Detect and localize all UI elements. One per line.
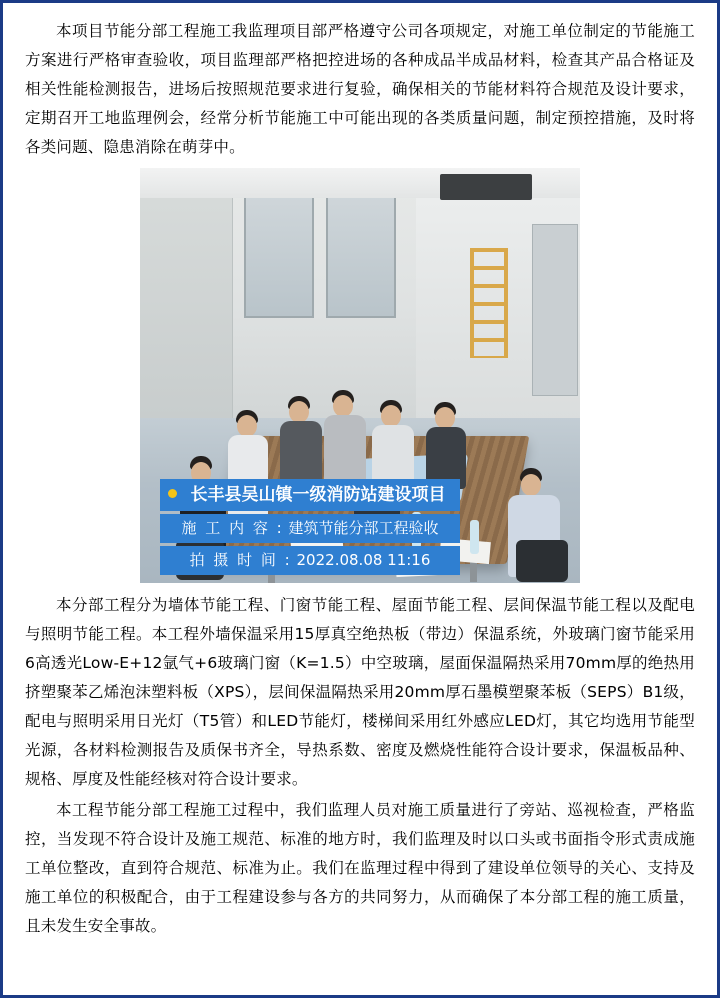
- paragraph-1: 本项目节能分部工程施工我监理项目部严格遵守公司各项规定，对施工单位制定的节能施工方案进行严格审查验收，项目监理部严格把控进场的各种成品半成品材料，检查其产品合格证及相关性能检测报告，进场后按照规范要求进行复验，确保相关的节能材料符合规范及设计要求，定期召开工地监理例会，经常分析节能施工中可能出现的各类质量问题，制定预控措施，及时将各类问题、隐患消除在萌芽中。: [25, 22, 695, 156]
- photo-content-value: 建筑节能分部工程验收: [288, 519, 439, 537]
- photo-ladder: [470, 248, 508, 358]
- photo-window-right: [326, 194, 396, 318]
- photo-project-title-text: 长丰县吴山镇一级消防站建设项目: [190, 485, 446, 505]
- photo-person-body: [324, 415, 366, 487]
- photo-water-bottle-2: [470, 520, 479, 554]
- photo-person-head: [289, 401, 309, 423]
- photo-container: [25, 168, 695, 587]
- photo-time-line: [160, 546, 460, 575]
- document-body: [3, 3, 717, 995]
- paragraph-3: 本工程节能分部工程施工过程中，我们监理人员对施工质量进行了旁站、巡视检查，严格监控，当发现不符合设计及施工规范、标准的地方时，我们监理及时以口头或书面指令形式责成施工单位整改，直到符合规范、标准为止。我们在监理过程中得到了建设单位领导的关心、支持及施工单位的积极配合，由于工程建设参与各方的共同努力，从而确保了本分部工程的施工质量，且未发生安全事故。: [25, 801, 695, 935]
- photo-time-label: 拍 摄 时 间 :: [189, 551, 292, 569]
- paragraph-2: 本分部工程分为墙体节能工程、门窗节能工程、屋面节能工程、层间保温节能工程以及配电与照明节能工程。本工程外墙保温采用15厚真空绝热板（带边）保温系统，外玻璃门窗节能采用6高透光Low-E+12氩气+6玻璃门窗（K=1.5）中空玻璃，屋面保温隔热采用70mm厚的绝热用挤塑聚苯乙烯泡沫塑料板（XPS），层间保温隔热采用20mm厚石墨模塑聚苯板（SEPS）B1级，配电与照明采用日光灯（T5管）和LED节能灯，楼梯间采用红外感应LED灯，其它均选用节能型光源，各材料检测报告及质保书齐全，导热系数、密度及燃烧性能符合设计要求，保温板品种、规格、厚度及性能经核对符合设计要求。: [25, 596, 695, 788]
- photo-person-head: [521, 474, 541, 496]
- photo-air-conditioner: [440, 174, 532, 200]
- bullet-dot-icon: [168, 489, 177, 498]
- photo-chair-right: [516, 540, 568, 582]
- photo-left-panel: [140, 168, 233, 418]
- photo-person-head: [237, 415, 257, 437]
- photo-person-head: [435, 407, 455, 429]
- photo-person-head: [381, 405, 401, 427]
- photo-time-value: 2022.08.08 11:16: [296, 551, 431, 569]
- photo-person-head: [333, 395, 353, 417]
- photo-content-label: 施 工 内 容 :: [181, 519, 284, 537]
- photo-content-line: [160, 514, 460, 543]
- photo-caption-overlay: [160, 479, 460, 575]
- photo-window-left: [244, 194, 314, 318]
- site-photo: [140, 168, 580, 583]
- photo-project-title: [160, 479, 460, 511]
- photo-door: [532, 224, 578, 396]
